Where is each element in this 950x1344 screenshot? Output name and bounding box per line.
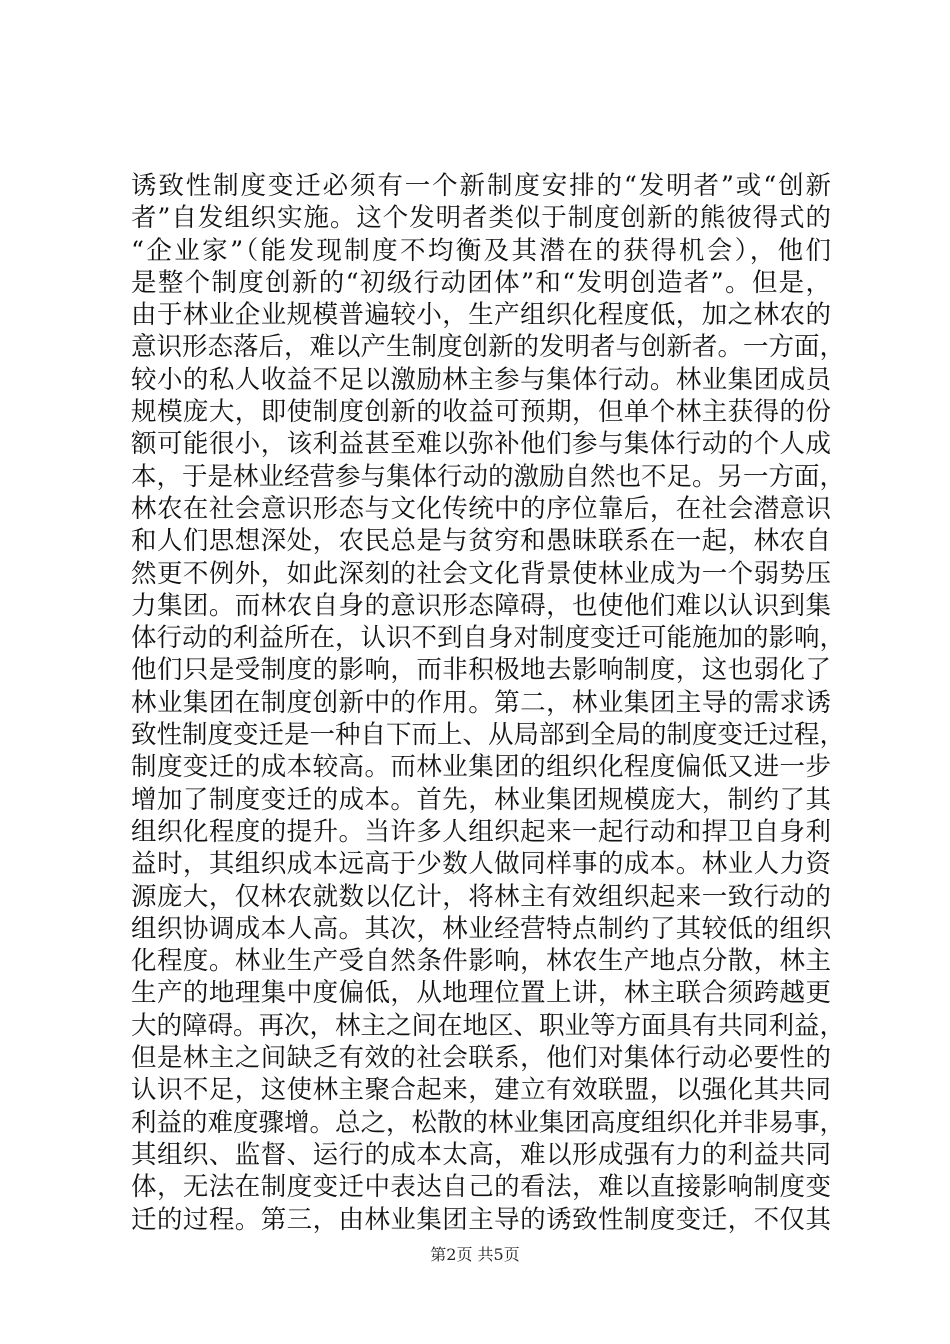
text-line: 诱致性制度变迁必须有一个新制度安排的“发明者”或“创新 (131, 171, 831, 201)
text-line: 制度变迁的成本较高。而林业集团的组织化程度偏低又进一步 (131, 752, 831, 783)
page-number-footer: 第2页 共5页 (430, 1245, 520, 1264)
text-line: 由于林业企业规模普遍较小，生产组织化程度低，加之林农的 (131, 300, 831, 331)
text-line: 迁的过程。第三，由林业集团主导的诱致性制度变迁，不仅其 (131, 1204, 831, 1235)
text-line: 规模庞大，即使制度创新的收益可预期，但单个林主获得的份 (131, 397, 831, 428)
text-line: 体行动的利益所在，认识不到自身对制度变迁可能施加的影响， (131, 623, 846, 654)
text-line: 益时，其组织成本远高于少数人做同样事的成本。林业人力资 (131, 849, 831, 880)
text-line: 组织协调成本人高。其次，林业经营特点制约了其较低的组织 (131, 913, 831, 944)
text-line: 但是林主之间缺乏有效的社会联系，他们对集体行动必要性的 (131, 1043, 831, 1074)
text-line: 生产的地理集中度偏低，从地理位置上讲，林主联合须跨越更 (131, 978, 831, 1009)
text-line: 林业集团在制度创新中的作用。第二，林业集团主导的需求诱 (131, 687, 831, 718)
text-line: 大的障碍。再次，林主之间在地区、职业等方面具有共同利益， (131, 1010, 846, 1041)
text-line: 较小的私人收益不足以激励林主参与集体行动。林业集团成员 (131, 364, 831, 395)
text-line: 额可能很小，该利益甚至难以弥补他们参与集体行动的个人成 (131, 429, 831, 460)
text-line: 化程度。林业生产受自然条件影响，林农生产地点分散，林主 (131, 946, 831, 977)
text-line: 组织化程度的提升。当许多人组织起来一起行动和捍卫自身利 (131, 816, 831, 847)
text-line: 本，于是林业经营参与集体行动的激励自然也不足。另一方面， (131, 461, 846, 492)
text-line: 致性制度变迁是一种自下而上、从局部到全局的制度变迁过程， (131, 720, 846, 751)
text-line: 力集团。而林农自身的意识形态障碍，也使他们难以认识到集 (131, 590, 831, 621)
text-line: 他们只是受制度的影响，而非积极地去影响制度，这也弱化了 (131, 655, 831, 686)
text-line: 和人们思想深处，农民总是与贫穷和愚昧联系在一起，林农自 (131, 526, 831, 557)
text-line: 是整个制度创新的“初级行动团体”和“发明创造者”。但是， (131, 267, 831, 298)
text-line: 源庞大，仅林农就数以亿计，将林主有效组织起来一致行动的 (131, 881, 831, 912)
text-line: 利益的难度骤增。总之，松散的林业集团高度组织化并非易事， (131, 1107, 846, 1138)
text-line: 其组织、监督、运行的成本太高，难以形成强有力的利益共同 (131, 1139, 831, 1170)
text-line: “企业家”（能发现制度不均衡及其潜在的获得机会），他们 (131, 235, 831, 266)
text-line: 认识不足，这使林主聚合起来，建立有效联盟，以强化其共同 (131, 1075, 831, 1106)
text-line: 增加了制度变迁的成本。首先，林业集团规模庞大，制约了其 (131, 784, 831, 815)
text-line: 然更不例外，如此深刻的社会文化背景使林业成为一个弱势压 (131, 558, 831, 589)
text-line: 林农在社会意识形态与文化传统中的序位靠后，在社会潜意识 (131, 493, 831, 524)
body-text (131, 170, 846, 1236)
text-line: 体，无法在制度变迁中表达自己的看法，难以直接影响制度变 (131, 1172, 831, 1203)
text-line: 意识形态落后，难以产生制度创新的发明者与创新者。一方面， (131, 332, 846, 363)
text-line: 者”自发组织实施。这个发明者类似于制度创新的熊彼得式的 (131, 203, 831, 234)
